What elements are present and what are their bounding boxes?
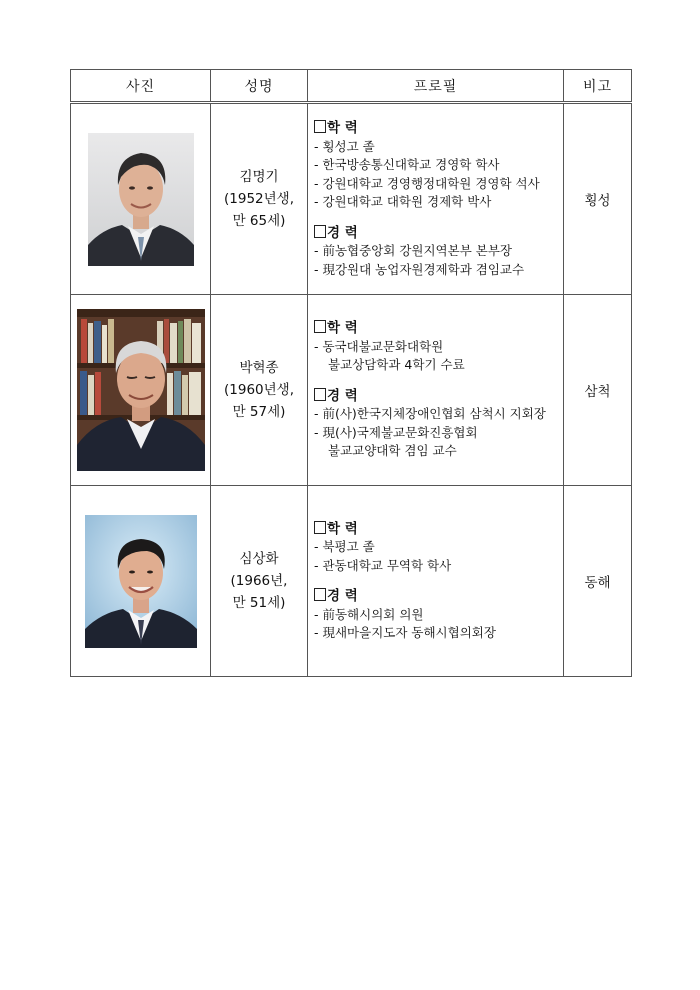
table-row [71,103,632,295]
note-cell: 동해 [564,486,632,677]
note-cell: 횡성 [564,103,632,295]
career-line: - 現새마을지도자 동해시협의회장 [314,625,496,640]
table-row [71,486,632,677]
education-line: - 강원대학교 대학원 경제학 박사 [314,194,492,209]
education-heading: 학 력 [314,520,559,539]
person-age: 만 65세) [232,213,286,229]
checkbox-square-icon [314,225,326,238]
checkbox-square-icon [314,388,326,401]
person-name: 박혁종 [239,360,279,376]
person-birth: (1966년, [230,573,288,589]
person-birth: (1960년생, [224,382,294,398]
education-line: - 북평고 졸 [314,539,375,554]
career-heading: 경 력 [314,224,559,243]
career-line: - 現강원대 농업자원경제학과 겸임교수 [314,261,525,277]
career-heading: 경 력 [314,587,559,606]
education-heading: 학 력 [314,119,559,138]
portrait-photo-icon [77,309,205,471]
header-photo: 사진 [71,70,211,103]
person-name: 심상화 [239,551,279,567]
header-note: 비고 [564,70,632,103]
checkbox-square-icon [314,320,326,333]
person-age: 만 51세) [232,595,286,611]
education-line: - 관동대학교 무역학 학사 [314,557,452,573]
header-profile: 프로필 [308,70,564,103]
checkbox-square-icon [314,521,326,534]
portrait-photo-icon [85,515,197,648]
career-line: - 前농협중앙회 강원지역본부 본부장 [314,243,512,258]
name-cell [211,103,308,295]
photo-cell [71,486,211,677]
education-line: - 강원대학교 경영행정대학원 경영학 석사 [314,175,540,191]
profile-cell [308,486,564,677]
career-line: - 現(사)국제불교문화진흥협회 [314,424,478,440]
career-line: - 前동해시의회 의원 [314,606,424,622]
header-name: 성명 [211,70,308,103]
name-cell [211,486,308,677]
education-line: - 동국대불교문화대학원 [314,338,444,354]
checkbox-square-icon [314,588,326,601]
name-cell [211,295,308,486]
table-header-row [71,70,632,103]
table-row [71,295,632,486]
person-age: 만 57세) [232,404,286,420]
portrait-photo-icon [88,133,194,266]
education-heading: 학 력 [314,319,559,338]
note-cell: 삼척 [564,295,632,486]
career-heading: 경 력 [314,387,559,406]
career-line: - 前(사)한국지체장애인협회 삼척시 지회장 [314,406,546,422]
person-birth: (1952년생, [224,191,294,207]
education-line: 불교상담학과 4학기 수료 [328,357,465,373]
photo-cell [71,295,211,486]
profile-table [70,69,632,677]
education-line: - 한국방송통신대학교 경영학 학사 [314,157,500,172]
career-line: 불교교양대학 겸임 교수 [328,443,457,459]
person-name: 김명기 [239,169,279,185]
photo-cell [71,103,211,295]
checkbox-square-icon [314,120,326,133]
profile-cell [308,103,564,295]
profile-cell [308,295,564,486]
education-line: - 횡성고 졸 [314,138,375,154]
